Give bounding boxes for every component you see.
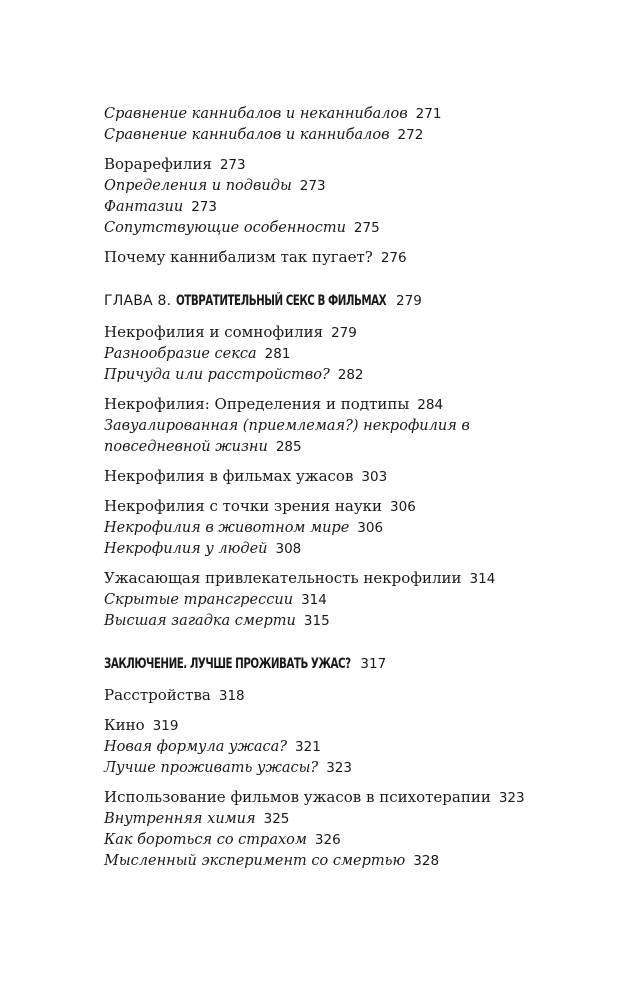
toc-entry[interactable]: Сравнение каннибалов и неканнибалов 271 [104, 106, 442, 122]
page-number: 328 [413, 853, 440, 869]
page-number: 319 [152, 718, 179, 734]
toc-entry[interactable]: Использование фильмов ужасов в психотерапии 323 [104, 788, 525, 806]
toc-group [104, 466, 604, 488]
toc-entry[interactable]: Мысленный эксперимент со смертью 328 [104, 853, 440, 869]
toc-entry[interactable]: Новая формула ужаса? 321 [104, 739, 321, 755]
page-number: 308 [275, 541, 302, 557]
page-number: 323 [326, 760, 352, 776]
toc-entry[interactable]: Лучше проживать ужасы? 323 [104, 760, 352, 776]
toc-page [104, 104, 604, 880]
page-number: 321 [295, 739, 321, 755]
toc-group [104, 715, 604, 779]
toc-entry[interactable]: Внутренняя химия 325 [104, 811, 290, 827]
toc-entry[interactable]: Некрофилия и сомнофилия 279 [104, 323, 357, 341]
toc-entry[interactable]: Некрофилия у людей 308 [104, 541, 302, 557]
page-number: 273 [191, 199, 217, 215]
toc-group [104, 322, 604, 386]
page-number: 326 [314, 832, 341, 848]
page-number: 303 [361, 469, 388, 485]
toc-entry[interactable]: Как бороться со страхом 326 [104, 832, 341, 848]
page-number: 306 [390, 499, 416, 515]
toc-entry[interactable]: Ужасающая привлекательность некрофилии 314 [104, 569, 496, 587]
conclusion-heading[interactable] [104, 654, 604, 675]
toc-group [104, 247, 604, 269]
page-number: 285 [275, 439, 302, 455]
toc-group [104, 787, 604, 872]
page-number: 306 [357, 520, 384, 536]
toc-entry[interactable]: Сравнение каннибалов и каннибалов 272 [104, 127, 424, 143]
page-number: 279 [396, 293, 422, 309]
toc-entry[interactable]: Сопутствующие особенности 275 [104, 220, 380, 236]
page-number: 276 [380, 250, 407, 266]
page-number: 271 [415, 106, 442, 122]
page-number: 275 [353, 220, 380, 236]
page-number: 284 [417, 397, 444, 413]
toc-entry[interactable]: Фантазии 273 [104, 199, 217, 215]
toc-entry[interactable]: Завуалированная (приемлемая?) некрофилия в повседневной жизни 285 [104, 418, 470, 455]
page-number: 314 [469, 571, 496, 587]
page-number: 314 [301, 592, 327, 608]
page-number: 325 [263, 811, 290, 827]
toc-group [104, 154, 604, 239]
page-number: 272 [397, 127, 424, 143]
toc-entry[interactable]: Некрофилия в фильмах ужасов 303 [104, 467, 388, 485]
toc-entry[interactable]: Разнообразие секса 281 [104, 346, 291, 362]
toc-entry[interactable]: Кино 319 [104, 716, 179, 734]
page-number: 317 [360, 656, 387, 672]
toc-group [104, 568, 604, 632]
page-number: 281 [264, 346, 291, 362]
toc-entry[interactable]: Причуда или расстройство? 282 [104, 367, 364, 383]
chapter-heading[interactable] [104, 291, 604, 312]
chapter-title: ОТВРАТИТЕЛЬНЫЙ СЕКС В ФИЛЬМАХ [175, 293, 386, 309]
page-number: 282 [337, 367, 364, 383]
toc-entry[interactable]: Скрытые трансгрессии 314 [104, 592, 327, 608]
toc-entry[interactable]: Некрофилия с точки зрения науки 306 [104, 497, 416, 515]
toc-entry[interactable]: Некрофилия: Определения и подтипы 284 [104, 395, 444, 413]
toc-entry[interactable]: Ворарефилия 273 [104, 155, 246, 173]
toc-entry[interactable]: Высшая загадка смерти 315 [104, 613, 330, 629]
page-number: 279 [331, 325, 357, 341]
chapter-number: ГЛАВА 8. [104, 293, 172, 309]
conclusion-title: ЗАКЛЮЧЕНИЕ. ЛУЧШЕ ПРОЖИВАТЬ УЖАС? [104, 656, 351, 672]
toc-group [104, 685, 604, 707]
toc-entry[interactable]: Почему каннибализм так пугает? 276 [104, 248, 407, 266]
toc-group [104, 394, 604, 458]
toc-entry[interactable]: Расстройства 318 [104, 686, 245, 704]
page-number: 318 [218, 688, 245, 704]
toc-entry[interactable]: Определения и подвиды 273 [104, 178, 326, 194]
toc-group [104, 104, 604, 146]
page-number: 315 [303, 613, 330, 629]
toc-group [104, 496, 604, 560]
page-number: 273 [219, 157, 246, 173]
toc-entry[interactable]: Некрофилия в животном мире 306 [104, 520, 384, 536]
page-number: 323 [498, 790, 525, 806]
page-number: 273 [299, 178, 326, 194]
